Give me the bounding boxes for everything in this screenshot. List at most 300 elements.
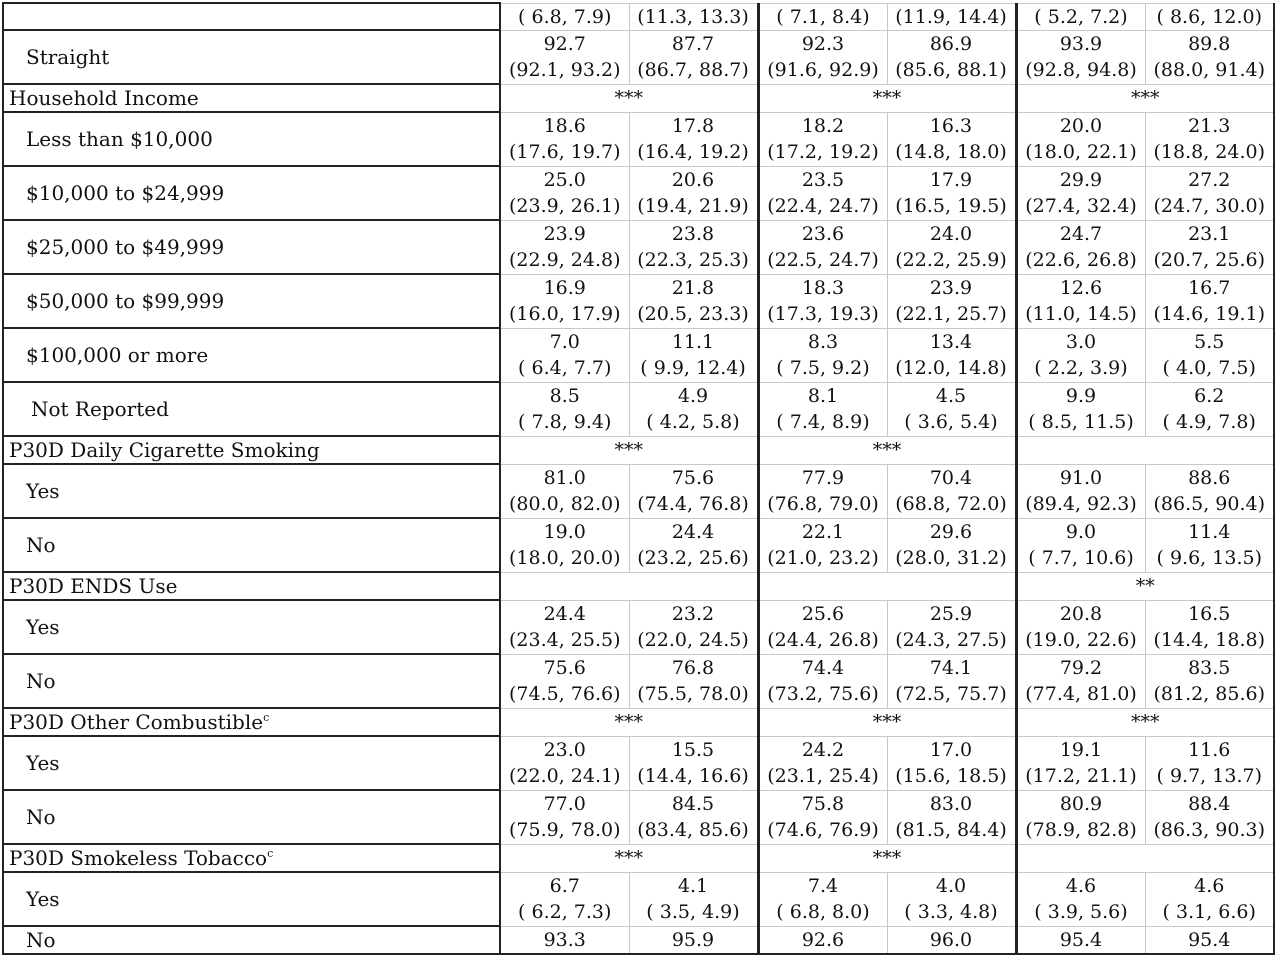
significance-cell: *** [500,708,758,736]
row-label-text: Less than $10,000 [26,127,213,151]
data-cell [629,112,758,166]
estimate-value: 80.9 [1059,793,1103,815]
table-row [3,872,1274,926]
data-cell [758,220,887,274]
estimate-value: 6.2 [1194,385,1225,407]
estimate-value: 16.5 [1188,603,1231,625]
table-row [3,654,1274,708]
data-cell [1145,112,1274,166]
estimate-value: 9.0 [1065,521,1097,543]
estimate-value: 93.3 [543,928,586,951]
data-cell [1016,3,1145,30]
confidence-interval: ( 9.7, 13.7) [1156,765,1262,787]
data-cell [629,328,758,382]
significance-cell: *** [758,436,1016,464]
estimate-value: 95.4 [1188,928,1231,951]
data-cell [887,166,1016,220]
data-cell [1016,600,1145,654]
confidence-interval: (22.0, 24.1) [508,765,621,787]
confidence-interval: ( 3.1, 6.6) [1162,901,1256,923]
estimate-value: 8.1 [807,385,839,407]
data-cell [500,3,629,30]
estimate-value: 13.4 [929,331,973,353]
estimate-value: 89.8 [1188,33,1231,55]
estimate-value: 25.9 [929,603,973,625]
estimate-value: 24.0 [929,223,973,245]
significance-cell: *** [500,844,758,872]
data-cell [629,30,758,84]
estimate-value: 11.1 [671,331,715,353]
confidence-interval: (22.1, 25.7) [895,303,1007,325]
confidence-interval: (22.9, 24.8) [508,249,621,271]
confidence-interval: (86.5, 90.4) [1153,493,1265,515]
data-cell [1016,654,1145,708]
data-cell [758,166,887,220]
data-cell [500,736,629,790]
confidence-interval: (20.5, 23.3) [637,303,749,325]
data-cell [500,220,629,274]
data-cell [500,872,629,926]
confidence-interval: (24.3, 27.5) [895,629,1007,651]
table-row [3,112,1274,166]
data-cell [887,3,1016,30]
table-row [3,274,1274,328]
data-cell [500,382,629,436]
data-cell [1145,518,1274,572]
data-cell [758,736,887,790]
data-cell [1145,926,1274,954]
data-cell [1016,382,1145,436]
row-label [3,436,500,464]
confidence-interval: (23.4, 25.5) [508,629,621,651]
confidence-interval: (74.5, 76.6) [508,683,621,705]
estimate-value: 70.4 [929,467,973,489]
row-label-text: No [26,533,56,557]
confidence-interval: (11.0, 14.5) [1025,303,1137,325]
data-cell [758,112,887,166]
data-cell [500,166,629,220]
row-label-text: P30D Other Combustible [9,710,264,734]
row-label-text: Straight [26,45,110,69]
confidence-interval: (19.0, 22.6) [1025,629,1137,651]
data-cell [1016,872,1145,926]
data-cell [758,382,887,436]
table-row [3,736,1274,790]
section-header-row [3,436,1274,464]
data-cell [1016,518,1145,572]
confidence-interval: (11.9, 14.4) [895,5,1007,28]
table-row [3,382,1274,436]
estimate-value: 15.5 [671,739,715,761]
data-cell [1145,3,1274,30]
estimate-value: 24.4 [671,521,715,543]
data-cell [887,464,1016,518]
estimate-value: 79.2 [1059,657,1103,679]
estimate-value: 86.9 [929,33,973,55]
row-label-text: $10,000 to $24,999 [26,181,225,205]
estimate-value: 77.0 [543,793,586,815]
table-row [3,464,1274,518]
data-cell [629,220,758,274]
confidence-interval: (18.0, 22.1) [1025,141,1137,163]
significance-cell [1016,436,1274,464]
estimate-value: 93.9 [1059,33,1103,55]
table-row [3,926,1274,954]
data-cell [887,736,1016,790]
estimate-value: 17.8 [671,115,715,137]
data-cell [1016,790,1145,844]
row-label [3,464,500,518]
estimate-value: 4.5 [935,385,967,407]
estimate-value: 88.4 [1188,793,1231,815]
estimate-value: 23.5 [801,169,845,191]
row-label [3,518,500,572]
data-cell [758,328,887,382]
confidence-interval: (16.4, 19.2) [637,141,749,163]
estimate-value: 91.0 [1059,467,1103,489]
confidence-interval: ( 4.0, 7.5) [1162,357,1256,379]
significance-cell: ** [1016,572,1274,600]
confidence-interval: (85.6, 88.1) [895,59,1007,81]
significance-cell: *** [500,84,758,112]
estimate-value: 75.6 [671,467,715,489]
estimate-value: 92.7 [543,33,586,55]
estimate-value: 27.2 [1188,169,1231,191]
confidence-interval: ( 9.9, 12.4) [640,357,746,379]
confidence-interval: ( 8.6, 12.0) [1156,5,1262,28]
estimate-value: 16.7 [1188,277,1231,299]
confidence-interval: (23.9, 26.1) [508,195,621,217]
confidence-interval: (73.2, 75.6) [767,683,879,705]
confidence-interval: ( 2.2, 3.9) [1034,357,1128,379]
data-cell [500,790,629,844]
estimate-value: 84.5 [671,793,715,815]
data-cell [887,790,1016,844]
data-cell [887,328,1016,382]
data-cell [1016,30,1145,84]
confidence-interval: ( 8.5, 11.5) [1028,411,1134,433]
significance-cell [758,572,1016,600]
data-cell [887,220,1016,274]
data-cell [1016,112,1145,166]
estimate-value: 4.6 [1194,875,1225,897]
row-label [3,220,500,274]
section-header-row [3,572,1274,600]
confidence-interval: (17.2, 19.2) [767,141,879,163]
estimate-value: 29.6 [929,521,973,543]
confidence-interval: ( 3.3, 4.8) [904,901,998,923]
row-label [3,790,500,844]
confidence-interval: ( 5.2, 7.2) [1034,5,1128,28]
section-header-row [3,84,1274,112]
confidence-interval: (17.3, 19.3) [767,303,879,325]
confidence-interval: (83.4, 85.6) [637,819,749,841]
estimate-value: 18.6 [543,115,586,137]
significance-cell: *** [1016,84,1274,112]
row-label [3,166,500,220]
estimate-value: 16.9 [543,277,586,299]
confidence-interval: (68.8, 72.0) [895,493,1007,515]
confidence-interval: (23.1, 25.4) [767,765,879,787]
estimate-value: 81.0 [543,467,586,489]
confidence-interval: (24.7, 30.0) [1153,195,1265,217]
estimate-value: 25.6 [801,603,845,625]
confidence-interval: (80.0, 82.0) [508,493,621,515]
row-label [3,654,500,708]
estimate-value: 12.6 [1059,277,1103,299]
data-cell [629,736,758,790]
confidence-interval: ( 7.7, 10.6) [1028,547,1134,569]
data-cell [500,464,629,518]
confidence-interval: (92.8, 94.8) [1025,59,1137,81]
significance-cell: *** [500,436,758,464]
confidence-interval: (22.4, 24.7) [767,195,879,217]
data-cell [758,600,887,654]
confidence-interval: ( 6.8, 7.9) [518,5,612,28]
confidence-interval: (11.3, 13.3) [637,5,749,28]
confidence-interval: (81.5, 84.4) [895,819,1007,841]
row-label-text: $100,000 or more [26,343,209,367]
data-cell [758,274,887,328]
data-cell [1016,166,1145,220]
estimate-value: 23.6 [801,223,845,245]
estimate-value: 83.0 [929,793,973,815]
confidence-interval: (22.5, 24.7) [767,249,879,271]
table-row [3,166,1274,220]
row-label [3,572,500,600]
data-cell [1145,220,1274,274]
data-cell [629,926,758,954]
estimate-value: 18.3 [801,277,845,299]
table-row [3,790,1274,844]
data-cell [500,274,629,328]
confidence-interval: ( 4.2, 5.8) [646,411,740,433]
estimate-value: 92.6 [801,928,845,951]
data-cell [887,518,1016,572]
confidence-interval: (74.4, 76.8) [637,493,749,515]
significance-cell: *** [758,708,1016,736]
confidence-interval: (22.6, 26.8) [1025,249,1137,271]
row-label-text: No [26,669,56,693]
estimate-value: 96.0 [929,928,973,951]
confidence-interval: (81.2, 85.6) [1153,683,1265,705]
data-cell [887,30,1016,84]
table-row [3,220,1274,274]
data-cell [1016,328,1145,382]
row-label [3,274,500,328]
data-cell [500,112,629,166]
confidence-interval: (22.2, 25.9) [895,249,1007,271]
row-label-text: Yes [26,479,60,503]
significance-cell [500,572,758,600]
confidence-interval: (12.0, 14.8) [895,357,1007,379]
confidence-interval: ( 7.8, 9.4) [518,411,612,433]
confidence-interval: ( 3.5, 4.9) [646,901,740,923]
confidence-interval: (75.5, 78.0) [637,683,749,705]
data-cell [758,3,887,30]
confidence-interval: (16.0, 17.9) [508,303,621,325]
estimate-value: 7.0 [549,331,580,353]
confidence-interval: (18.0, 20.0) [508,547,621,569]
row-label [3,736,500,790]
estimate-value: 24.4 [543,603,586,625]
estimate-value: 95.4 [1059,928,1103,951]
estimate-value: 5.5 [1194,331,1225,353]
significance-cell: *** [758,84,1016,112]
confidence-interval: (18.8, 24.0) [1153,141,1265,163]
table-row [3,518,1274,572]
estimate-value: 11.6 [1188,739,1231,761]
confidence-interval: ( 3.6, 5.4) [904,411,998,433]
row-label-text: P30D Daily Cigarette Smoking [9,438,320,462]
data-cell [758,790,887,844]
estimate-value: 23.8 [671,223,715,245]
confidence-interval: (17.2, 21.1) [1025,765,1137,787]
data-cell [629,274,758,328]
confidence-interval: (78.9, 82.8) [1025,819,1137,841]
estimate-value: 24.2 [801,739,845,761]
data-cell [1145,790,1274,844]
row-label [3,328,500,382]
estimate-value: 21.8 [671,277,715,299]
data-cell [500,654,629,708]
data-cell [1145,464,1274,518]
estimate-value: 21.3 [1188,115,1231,137]
row-label [3,708,500,736]
confidence-interval: ( 7.4, 8.9) [776,411,870,433]
row-label-text: Yes [26,615,60,639]
estimate-value: 20.6 [671,169,715,191]
confidence-interval: ( 6.8, 8.0) [776,901,870,923]
row-label-text: Yes [26,751,60,775]
estimate-value: 18.2 [801,115,845,137]
confidence-interval: (76.8, 79.0) [767,493,879,515]
confidence-interval: (21.0, 23.2) [767,547,879,569]
footnote-marker: c [267,847,274,860]
row-label [3,926,500,954]
data-cell [758,30,887,84]
confidence-interval: (92.1, 93.2) [508,59,621,81]
confidence-interval: (77.4, 81.0) [1025,683,1137,705]
estimate-value: 6.7 [549,875,580,897]
data-cell [500,518,629,572]
estimate-value: 75.6 [543,657,586,679]
confidence-interval: (91.6, 92.9) [767,59,879,81]
estimate-value: 16.3 [929,115,973,137]
estimate-value: 8.5 [549,385,580,407]
row-label-text: No [26,928,56,952]
data-cell [758,872,887,926]
row-label-text: Household Income [9,86,199,110]
data-cell [1016,464,1145,518]
data-cell [887,382,1016,436]
confidence-interval: (15.6, 18.5) [895,765,1007,787]
data-cell [1145,600,1274,654]
significance-cell: *** [1016,708,1274,736]
data-cell [1016,220,1145,274]
confidence-interval: (22.0, 24.5) [637,629,749,651]
estimate-value: 19.0 [543,521,586,543]
row-label [3,844,500,872]
estimate-value: 75.8 [801,793,845,815]
data-cell [629,872,758,926]
data-cell [629,790,758,844]
data-cell [1145,382,1274,436]
table-body [3,3,1274,954]
row-label-text: No [26,805,56,829]
estimate-value: 3.0 [1065,331,1097,353]
row-label [3,382,500,436]
confidence-interval: ( 6.4, 7.7) [518,357,612,379]
estimate-value: 11.4 [1188,521,1231,543]
confidence-interval: (17.6, 19.7) [508,141,621,163]
data-cell [629,654,758,708]
significance-cell [1016,844,1274,872]
data-cell [500,600,629,654]
confidence-interval: (89.4, 92.3) [1025,493,1137,515]
data-cell [500,328,629,382]
table-row [3,600,1274,654]
estimate-value: 87.7 [671,33,715,55]
data-cell [500,30,629,84]
confidence-interval: (16.5, 19.5) [895,195,1007,217]
data-cell [1016,926,1145,954]
confidence-interval: (22.3, 25.3) [637,249,749,271]
estimate-value: 23.9 [543,223,586,245]
data-cell [629,382,758,436]
data-cell [629,518,758,572]
confidence-interval: (28.0, 31.2) [895,547,1007,569]
estimate-value: 4.6 [1065,875,1097,897]
data-cell [629,600,758,654]
data-cell [629,3,758,30]
confidence-interval: ( 4.9, 7.8) [1162,411,1256,433]
section-header-row [3,844,1274,872]
estimate-value: 20.8 [1059,603,1103,625]
estimate-value: 23.2 [671,603,715,625]
estimate-value: 76.8 [671,657,715,679]
confidence-interval: (20.7, 25.6) [1153,249,1265,271]
confidence-interval: (86.7, 88.7) [637,59,749,81]
data-cell [1145,736,1274,790]
estimate-value: 4.1 [677,875,709,897]
confidence-interval: (14.4, 16.6) [637,765,749,787]
row-label [3,112,500,166]
data-cell [887,654,1016,708]
estimate-value: 22.1 [801,521,845,543]
row-label [3,3,500,30]
estimate-value: 74.4 [801,657,845,679]
data-cell [1016,274,1145,328]
estimate-value: 17.9 [929,169,973,191]
confidence-interval: (14.6, 19.1) [1153,303,1265,325]
data-cell [887,926,1016,954]
data-cell [758,926,887,954]
confidence-interval: (24.4, 26.8) [767,629,879,651]
estimate-value: 29.9 [1059,169,1103,191]
estimate-value: 95.9 [671,928,715,951]
confidence-interval: (14.4, 18.8) [1153,629,1265,651]
data-cell [1145,30,1274,84]
estimate-value: 17.0 [929,739,973,761]
confidence-interval: (72.5, 75.7) [895,683,1007,705]
data-cell [1145,654,1274,708]
significance-cell: *** [758,844,1016,872]
confidence-interval: (14.8, 18.0) [895,141,1007,163]
estimate-value: 7.4 [807,875,839,897]
confidence-interval: ( 6.2, 7.3) [518,901,612,923]
row-label-text: Yes [26,887,60,911]
